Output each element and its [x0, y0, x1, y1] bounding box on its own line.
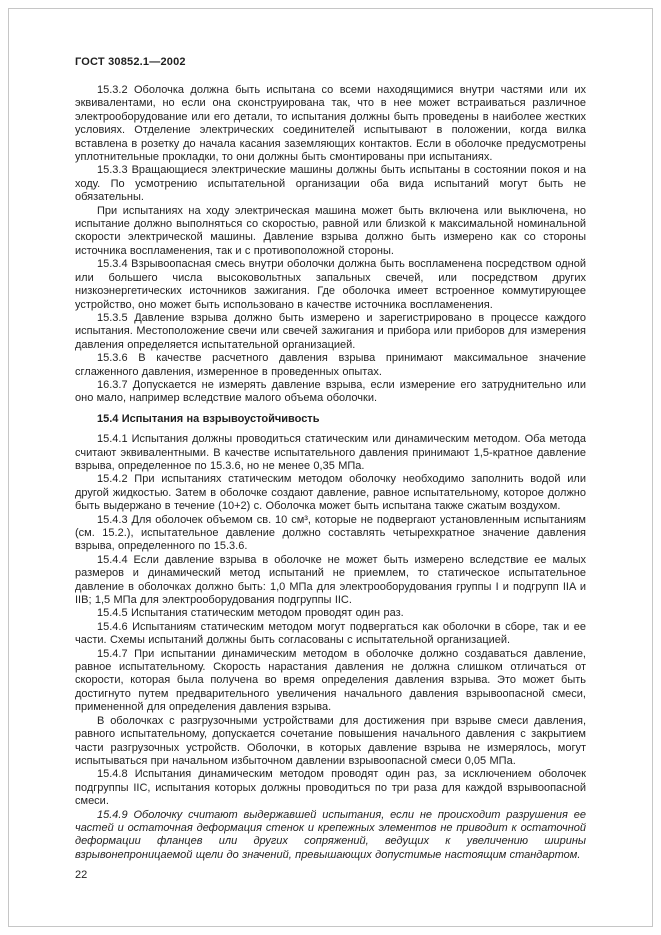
para-15-4-7: 15.4.7 При испытании динамическим методом в оболочке должно создаваться давление, равное испытательному. Скорость нарастания давления не должна слишком отличаться от скорости, которая была получена во время определения давления взрыва. Это может быть достигнуто путем предварительного увеличения начального давления взрывоопасной смеси, примененной для определения давления взрыва.	[75, 647, 586, 714]
document-content	[75, 56, 586, 881]
para-15-4-5: 15.4.5 Испытания статическим методом проводят один раз.	[97, 607, 404, 620]
para-15-4-2: 15.4.2 При испытаниях статическим методом оболочку необходимо заполнить водой или другой жидкостью. Затем в оболочке создают давление, равное испытательному, которое должно быть выдержано в течение (10+2) с. Оболочка может быть испытана также сжатым воздухом.	[75, 473, 586, 513]
para-15-4-8: 15.4.8 Испытания динамическим методом проводят один раз, за исключением оболочек подгруппы IIC, испытания которых должны проводиться по три раза для каждой взрывоопасной смеси.	[75, 768, 586, 808]
para-15-4-9: 15.4.9 Оболочку считают выдержавшей испытания, если не происходит разрушения ее частей и остаточная деформация стенок и крепежных элементов не приводит к остаточной деформации фланцев или других сопряжений, ведущих к увеличению ширины взрывонепроницаемой щели до значений, превышающих допустимые настоящим стандартом.	[75, 808, 586, 861]
para-15-3-3: 15.3.3 Вращающиеся электрические машины должны быть испытаны в состоянии покоя и на ходу. По усмотрению испытательной организации оба вида испытаний могут быть не обязательны.	[75, 164, 586, 204]
para-15-4-1: 15.4.1 Испытания должны проводиться статическим или динамическим методом. Оба метода считают эквивалентными. В качестве испытательного давления принимают 1,5-кратное давление взрыва, определенное по 15.3.6, но не менее 0,35 МПа.	[75, 433, 586, 472]
section-heading-15-4: 15.4 Испытания на взрывоустойчивость	[97, 412, 320, 425]
para-16-3-7: 16.3.7 Допускается не измерять давление взрыва, если измерение его затруднительно или оно мало, например вследствие малого объема оболочки.	[75, 378, 586, 405]
para-15-3-6: 15.3.6 В качестве расчетного давления взрыва принимают максимальное значение сглаженного давления, измеренное в проведенных опытах.	[75, 352, 586, 378]
para-15-3-4: 15.3.4 Взрывоопасная смесь внутри оболочки должна быть воспламенена посредством одной или большего числа высоковольтных запальных свечей, или посредством других низкоэнергетических источников зажигания. Где оболочка имеет встроенное коммутирующее устройство, оно может быть использовано в качестве источника воспламенения.	[75, 258, 586, 311]
para-15-4-3: 15.4.3 Для оболочек объемом св. 10 см³, которые не подвергают установленным испытаниям (см. 15.2.), испытательное давление должно составлять четырехкратное значение давления взрыва, определенного по 15.3.6.	[75, 513, 586, 553]
para-15-4-4: 15.4.4 Если давление взрыва в оболочке не может быть измерено вследствие ее малых размеров и динамический метод испытаний не приемлем, то статическое испытательное давление в оболочках должно быть: 1,0 МПа для электрооборудования группы I и подгрупп IIA и IIB; 1,5 МПа для электрооборудования подгруппы IIC.	[75, 553, 586, 607]
page-number: 22	[75, 869, 88, 882]
document-header: ГОСТ 30852.1—2002	[75, 56, 186, 68]
para-15-3-2: 15.3.2 Оболочка должна быть испытана со всеми находящимися внутри частями или их эквивалентами, но если она сконструирована так, что в нее может встраиваться различное электрооборудование или его детали, то испытания должны быть проведены в наиболее жестких условиях. Отделение электрических соединителей испытывают в положении, когда вилка вставлена в розетку до начала касания заземляющих контактов. Если в оболочке предусмотрены уплотнительные прокладки, то они должны быть смонтированы при испытаниях.	[75, 84, 586, 164]
para-15-4-7-continuation: В оболочках с разгрузочными устройствами для достижения при взрыве смеси давления, равного испытательному, допускается сочетание повышения начального давления с закрытием части разгрузочных устройств. Оболочки, в которых давление взрыва не измерялось, могут испытываться при начальном избыточном давлении взрывоопасной смеси 0,05 МПа.	[75, 714, 586, 767]
para-15-3-5: 15.3.5 Давление взрыва должно быть измерено и зарегистрировано в процессе каждого испытания. Местоположение свечи или свечей зажигания и прибора или приборов для измерения давления определяется испытательной организацией.	[75, 311, 586, 351]
para-15-4-6: 15.4.6 Испытаниям статическим методом могут подвергаться как оболочки в сборе, так и ее части. Схемы испытаний должны быть согласованы с испытательной организацией.	[75, 620, 586, 647]
para-15-3-3-continuation: При испытаниях на ходу электрическая машина может быть включена или выключена, но испытание должно выполняться со скоростью, равной или близкой к максимальной номинальной скорости электрической машины. Давление взрыва должно быть измерено как со стороны источника воспламенения, так и с противоположной стороны.	[75, 204, 586, 257]
